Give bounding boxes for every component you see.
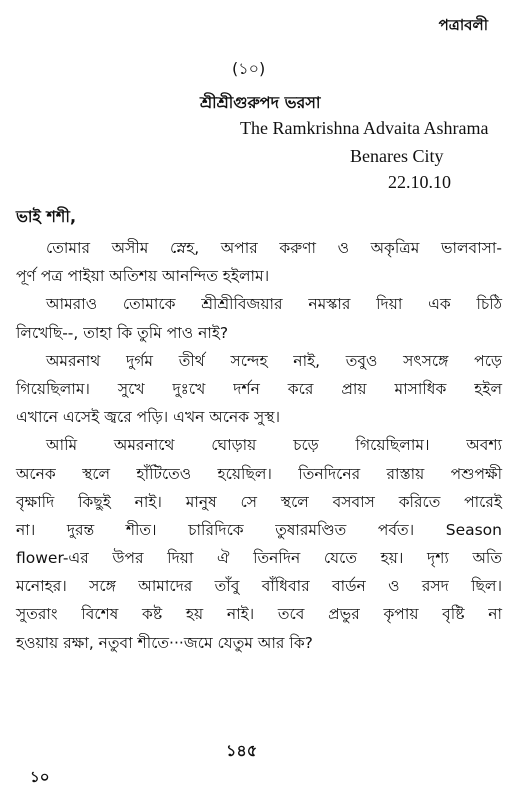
body-line: আমরাও তোমাকে শ্রীশ্রীবিজয়ার নমস্কার দিয়া এক চিঠি xyxy=(46,295,502,314)
body-line: অমরনাথ দুর্গম তীর্থ সন্দেহ নাই, তবুও সৎসঙ্গে পড়ে xyxy=(46,351,502,370)
body-line: গিয়েছিলাম। সুখে দুঃখে দর্শন করে প্রায় মাসাধিক হইল xyxy=(16,379,502,398)
body-line: হওয়ায় রক্ষা, নতুবা শীতে···জমে যেতুম আর কি? xyxy=(16,633,313,652)
body-line: পূর্ণ পত্র পাইয়া অতিশয় আনন্দিত হইলাম। xyxy=(16,267,270,286)
running-head: পত্রাবলী xyxy=(438,16,488,34)
letter-date: 22.10.10 xyxy=(388,172,451,192)
address-line-1: The Ramkrishna Advaita Ashrama xyxy=(240,118,489,138)
page-number: ১৪৫ xyxy=(226,741,258,760)
salutation: ভাই শশী, xyxy=(16,207,77,226)
invocation-heading: শ্রীশ্রীগুরুপদ ভরসা xyxy=(200,93,321,112)
body-line: তোমার অসীম স্নেহ, অপার করুণা ও অকৃত্রিম ভালবাসা- xyxy=(46,239,502,257)
signature-mark: ১০ xyxy=(30,768,50,786)
body-line: সুতরাং বিশেষ কষ্ট হয় নাই। তবে প্রভুর কৃপায় বৃষ্টি না xyxy=(16,605,502,624)
body-line: এখানে এসেই জ্বরে পড়ি। এখন অনেক সুস্থ। xyxy=(16,408,281,427)
body-line: আমি অমরনাথে ঘোড়ায় চড়ে গিয়েছিলাম। অবশ্য xyxy=(46,436,502,455)
body-line: flower-এর উপর দিয়া ঐ তিনদিন যেতে হয়। দৃশ্য অতি xyxy=(16,549,502,568)
body-line: না। দুরন্ত শীত। চারিদিকে তুষারমণ্ডিত পর্বত। Season xyxy=(16,520,502,539)
body-line: মনোহর। সঙ্গে আমাদের তাঁবু বাঁধিবার বার্ডন ও রসদ ছিল। xyxy=(16,577,502,596)
body-line: অনেক স্থলে হাঁটিতেও হয়েছিল। তিনদিনের রাস্তায় পশুপক্ষী xyxy=(16,464,502,483)
body-line: বৃক্ষাদি কিছুই নাই। মানুষ সে স্থলে বসবাস করিতে পারেই xyxy=(16,492,502,511)
letter-body xyxy=(16,234,502,657)
address-line-2: Benares City xyxy=(350,146,444,166)
letter-number: (১০) xyxy=(232,59,266,78)
body-line: লিখেছি--, তাহা কি তুমি পাও নাই? xyxy=(16,323,229,342)
